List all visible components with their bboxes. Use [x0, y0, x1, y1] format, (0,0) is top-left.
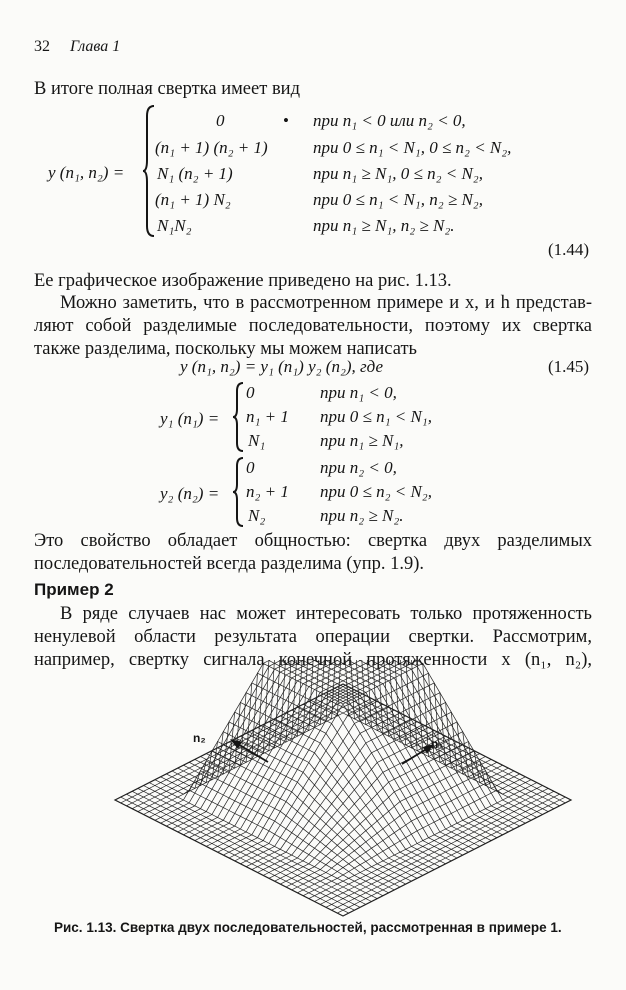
eq144-expr-4: (n₁ + 1) N₂: [155, 190, 231, 209]
mesh-line: [172, 761, 400, 887]
mesh-line: [178, 751, 406, 884]
mesh-line: [258, 660, 486, 844]
mesh-line: [218, 683, 446, 864]
mesh-line: [286, 660, 514, 829]
para-example-line-3: например, свертку сигнала конечной протяженности x (n₁, n₂),: [34, 650, 592, 670]
eq144-dot: •: [283, 111, 289, 130]
mesh-line: [132, 791, 360, 907]
y1-brace: [232, 381, 246, 453]
y1-lhs: y₁ (n₁) =: [160, 409, 220, 428]
figure-caption: Рис. 1.13. Свертка двух последовательностей, рассмотренная в примере 1.: [54, 920, 562, 935]
y2-cond-3: при n₂ ≥ N₂.: [320, 506, 404, 525]
mesh-line: [149, 783, 377, 899]
y2-cond-1: при n₂ < 0,: [320, 458, 397, 477]
figure-label-n2: n₂: [193, 731, 206, 745]
eq144-expr-2: (n₁ + 1) (n₂ + 1): [155, 138, 268, 157]
mesh-line: [240, 683, 468, 864]
para-figure-ref: Ее графическое изображение приведено на рис. 1.13.: [34, 271, 452, 291]
y2-cond-2: при 0 ≤ n₂ < N₂,: [320, 482, 432, 501]
mesh-line: [172, 660, 400, 829]
y2-brace: [232, 456, 246, 528]
mesh-line: [121, 797, 349, 913]
y2-lhs: y₂ (n₂) =: [160, 484, 220, 503]
para-generality-line-1: Это свойство обладает общностью: свертка двух разделимых: [34, 531, 592, 551]
mesh-line: [269, 732, 497, 879]
mesh-line: [280, 751, 508, 884]
eq144-brace: [142, 104, 158, 238]
eq144-expr-5: N₁N₂: [157, 216, 192, 235]
mesh-line: [189, 732, 417, 879]
eq145-main: y (n₁, n₂) = y₁ (n₁) y₂ (n₂), где: [180, 357, 384, 376]
eq144-expr-1: 0: [216, 111, 225, 130]
eq145-number: (1.45): [548, 357, 590, 376]
mesh-line: [144, 786, 372, 902]
mesh-line: [189, 660, 417, 838]
mesh-line: [246, 660, 474, 849]
y2-expr-2: n₂ + 1: [246, 482, 289, 501]
para-separable-line-3: также разделима, поскольку мы можем написать: [34, 339, 417, 359]
page-number: 32: [34, 38, 50, 55]
mesh-line: [166, 771, 394, 890]
para-example-line-2: ненулевой области результата операции свертки. Рассмотрим,: [34, 627, 592, 647]
mesh-line: [269, 660, 497, 838]
y1-cond-1: при n₁ < 0,: [320, 383, 397, 402]
para-example-line-1: В ряде случаев нас может интересовать только протяженность: [60, 604, 592, 624]
mesh-line: [212, 660, 440, 849]
mesh-line: [138, 788, 366, 904]
figure-1-13-surface-plot: [0, 660, 626, 920]
para-separable-line-1: Можно заметить, что в рассмотренном примере и x, и h представ-: [60, 293, 592, 313]
y1-cond-2: при 0 ≤ n₁ < N₁,: [320, 407, 432, 426]
eq144-expr-3: N₁ (n₂ + 1): [157, 164, 233, 183]
mesh-line: [292, 771, 520, 890]
para-generality-line-2: последовательностей всегда разделима (упр. 1.9).: [34, 554, 425, 574]
n1-arrow: [402, 748, 428, 764]
example-heading: Пример 2: [34, 580, 114, 599]
y1-expr-1: 0: [246, 383, 255, 402]
y2-expr-3: N₂: [248, 506, 266, 525]
mesh-line: [320, 696, 548, 812]
mesh-line: [332, 690, 560, 806]
eq144-cond-5: при n₁ ≥ N₁, n₂ ≥ N₂.: [313, 216, 455, 235]
y1-expr-2: n₁ + 1: [246, 407, 289, 426]
chapter-title: Глава 1: [70, 38, 121, 55]
eq144-cond-1: при n₁ < 0 или n₂ < 0,: [313, 111, 466, 130]
figure-label-n1: n₁: [431, 737, 444, 751]
eq144-cond-2: при 0 ≤ n₁ < N₁, 0 ≤ n₂ < N₂,: [313, 138, 512, 157]
intro-text: В итоге полная свертка имеет вид: [34, 79, 300, 99]
y1-expr-3: N₁: [248, 431, 266, 450]
eq144-cond-3: при n₁ ≥ N₁, 0 ≤ n₂ < N₂,: [313, 164, 483, 183]
mesh-line: [286, 761, 514, 887]
y1-cond-3: при n₁ ≥ N₁,: [320, 431, 404, 450]
para-separable-line-2: ляют собой разделимые последовательности, поэтому их свертка: [34, 316, 592, 336]
mesh-line: [201, 660, 429, 844]
y2-expr-1: 0: [246, 458, 255, 477]
eq144-number: (1.44): [548, 240, 590, 259]
eq144-cond-4: при 0 ≤ n₁ < N₁, n₂ ≥ N₂,: [313, 190, 483, 209]
eq144-lhs: y (n₁, n₂) =: [48, 163, 125, 182]
